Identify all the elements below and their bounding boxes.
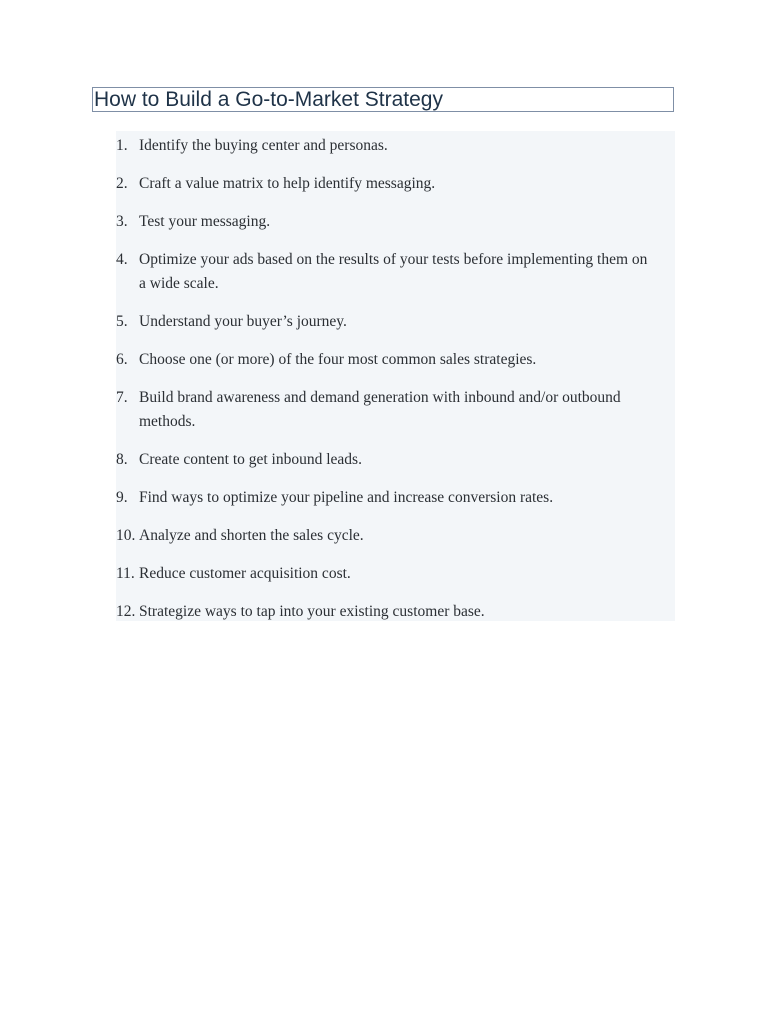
page-title: How to Build a Go-to-Market Strategy xyxy=(94,88,443,111)
item-number: 1. xyxy=(116,137,128,154)
title-box xyxy=(92,87,674,112)
item-text: Strategize ways to tap into your existing customer base. xyxy=(139,603,485,620)
list-item xyxy=(116,600,656,624)
item-number: 11. xyxy=(116,565,135,582)
item-number: 6. xyxy=(116,351,128,368)
item-text: Reduce customer acquisition cost. xyxy=(139,565,351,582)
item-number: 8. xyxy=(116,451,128,468)
list-item xyxy=(116,348,656,372)
list-item xyxy=(116,486,656,510)
list-item xyxy=(116,172,656,196)
item-text: Analyze and shorten the sales cycle. xyxy=(139,527,364,544)
list-item xyxy=(116,562,656,586)
item-number: 7. xyxy=(116,389,128,406)
list-item xyxy=(116,310,656,334)
item-number: 9. xyxy=(116,489,128,506)
item-text: Find ways to optimize your pipeline and increase conversion rates. xyxy=(139,489,554,506)
item-text: Understand your buyer’s journey. xyxy=(139,313,347,330)
item-number: 2. xyxy=(116,175,128,192)
item-number: 4. xyxy=(116,251,128,268)
item-number: 5. xyxy=(116,313,128,330)
item-text: Create content to get inbound leads. xyxy=(139,451,362,468)
item-number: 12. xyxy=(116,603,136,620)
item-text: Choose one (or more) of the four most common sales strategies. xyxy=(139,351,537,368)
steps-panel xyxy=(116,131,675,621)
list-item xyxy=(116,134,656,158)
item-number: 10. xyxy=(116,527,136,544)
list-item xyxy=(116,386,656,434)
item-text: Craft a value matrix to help identify messaging. xyxy=(139,175,436,192)
item-text: Optimize your ads based on the results of your tests before implementing them on a wide scale. xyxy=(139,251,648,292)
list-item xyxy=(116,448,656,472)
item-number: 3. xyxy=(116,213,128,230)
item-text: Build brand awareness and demand generation with inbound and/or outbound methods. xyxy=(139,389,621,430)
list-item xyxy=(116,524,656,548)
list-item xyxy=(116,248,656,296)
list-item xyxy=(116,210,656,234)
item-text: Identify the buying center and personas. xyxy=(139,137,388,154)
item-text: Test your messaging. xyxy=(139,213,271,230)
